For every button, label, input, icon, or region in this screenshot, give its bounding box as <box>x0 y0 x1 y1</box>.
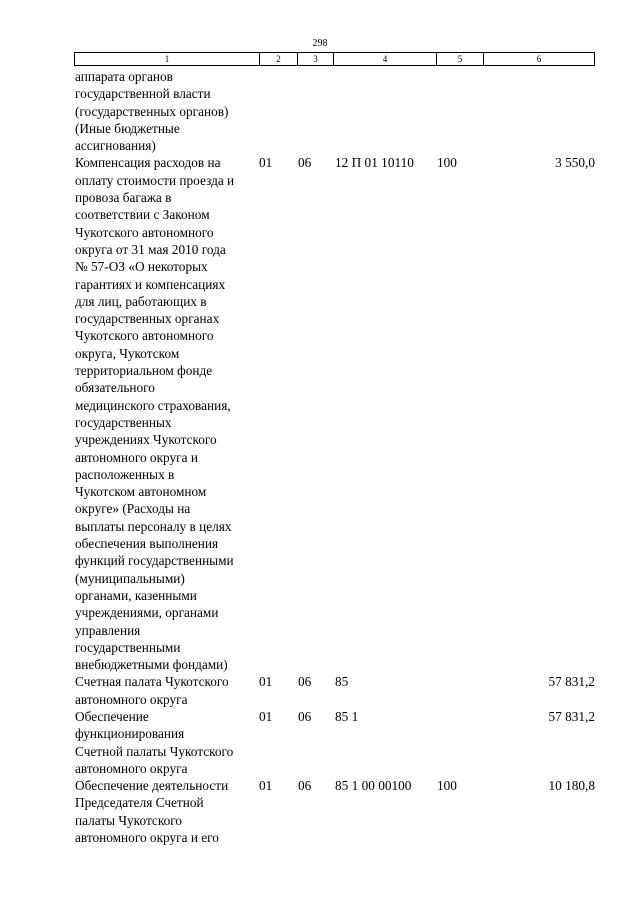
row-subsection: 06 <box>298 155 312 171</box>
row-section: 01 <box>259 674 273 690</box>
table-row <box>0 708 640 777</box>
description-line: медицинского страхования, <box>75 397 231 413</box>
description-line: автономного округа <box>75 691 188 707</box>
description-line: (Иные бюджетные <box>75 120 180 136</box>
row-amount: 3 550,0 <box>555 155 595 171</box>
page-number: 298 <box>312 38 328 49</box>
description-line: государственными <box>75 639 181 655</box>
row-description <box>75 708 260 777</box>
header-col-1: 1 <box>75 53 260 65</box>
description-line: соответствии с Законом <box>75 207 210 223</box>
description-line: (муниципальными) <box>75 570 185 586</box>
row-amount: 57 831,2 <box>548 674 595 690</box>
description-line: автономного округа и <box>75 449 198 465</box>
description-line: Председателя Счетной <box>75 795 204 811</box>
description-line: Чукотского автономного <box>75 224 214 240</box>
table-row <box>0 673 640 708</box>
description-line: аппарата органов <box>75 69 173 84</box>
description-line: Чукотского автономного <box>75 328 214 344</box>
description-line: гарантиях и компенсациях <box>75 276 226 292</box>
header-col-6: 6 <box>536 54 542 64</box>
row-target-article: 85 1 <box>335 708 359 724</box>
row-expense-type: 100 <box>437 778 457 794</box>
table-row <box>0 154 640 673</box>
row-target-article: 85 1 00 00100 <box>335 778 412 794</box>
description-line: округа, Чукотском <box>75 345 180 361</box>
description-line: государственной власти <box>75 86 211 102</box>
row-amount: 57 831,2 <box>548 708 595 724</box>
header-col-4: 4 <box>334 53 437 65</box>
description-line: ассигнования) <box>75 138 156 154</box>
row-section: 01 <box>259 155 273 171</box>
description-line: внебюджетными фондами) <box>75 657 228 673</box>
description-line: (государственных органов) <box>75 103 229 119</box>
description-line: функций государственными <box>75 553 234 569</box>
description-line: Чукотском автономном <box>75 484 207 500</box>
header-col-5: 5 <box>437 53 484 65</box>
description-line: автономного округа и его <box>75 830 219 846</box>
description-line: территориальном фонде <box>75 363 213 379</box>
header-col-3: 3 <box>298 53 334 65</box>
row-target-article: 12 П 01 10110 <box>335 155 414 171</box>
description-line: управления <box>75 622 141 638</box>
description-line: Обеспечение <box>75 708 149 724</box>
description-line: выплаты персоналу в целях <box>75 518 232 534</box>
table-header-row <box>74 52 595 66</box>
table-row <box>0 68 640 154</box>
description-line: Обеспечение деятельности <box>75 778 229 794</box>
row-section: 01 <box>259 778 273 794</box>
row-description <box>75 673 260 708</box>
description-line: автономного округа <box>75 760 188 776</box>
row-subsection: 06 <box>298 674 312 690</box>
table-row <box>0 777 640 846</box>
description-line: государственных органах <box>75 311 220 327</box>
row-section: 01 <box>259 708 273 724</box>
description-line: округа от 31 мая 2010 года <box>75 241 226 257</box>
description-line: расположенных в <box>75 466 175 482</box>
row-description <box>75 154 260 673</box>
description-line: функционирования <box>75 726 185 742</box>
description-line: учреждениях Чукотского <box>75 432 217 448</box>
description-line: органами, казенными <box>75 587 197 603</box>
description-line: палаты Чукотского <box>75 812 183 828</box>
table-body <box>0 68 640 846</box>
description-line: Счетной палаты Чукотского <box>75 743 234 759</box>
description-line: учреждениями, органами <box>75 605 219 621</box>
description-line: округе» (Расходы на <box>75 501 191 517</box>
description-line: № 57-ОЗ «О некоторых <box>75 259 208 275</box>
row-subsection: 06 <box>298 708 312 724</box>
row-subsection: 06 <box>298 778 312 794</box>
description-line: обязательного <box>75 380 155 396</box>
description-line: Счетная палата Чукотского <box>75 674 229 690</box>
description-line: государственных <box>75 414 172 430</box>
row-target-article: 85 <box>335 674 349 690</box>
row-description <box>75 68 260 154</box>
description-line: провоза багажа в <box>75 190 172 206</box>
header-col-2: 2 <box>260 53 298 65</box>
row-amount: 10 180,8 <box>548 778 595 794</box>
description-line: обеспечения выполнения <box>75 536 219 552</box>
description-line: для лиц, работающих в <box>75 293 207 309</box>
description-line: оплату стоимости проезда и <box>75 172 235 188</box>
row-expense-type: 100 <box>437 155 457 171</box>
description-line: Компенсация расходов на <box>75 155 221 171</box>
row-description <box>75 777 260 846</box>
